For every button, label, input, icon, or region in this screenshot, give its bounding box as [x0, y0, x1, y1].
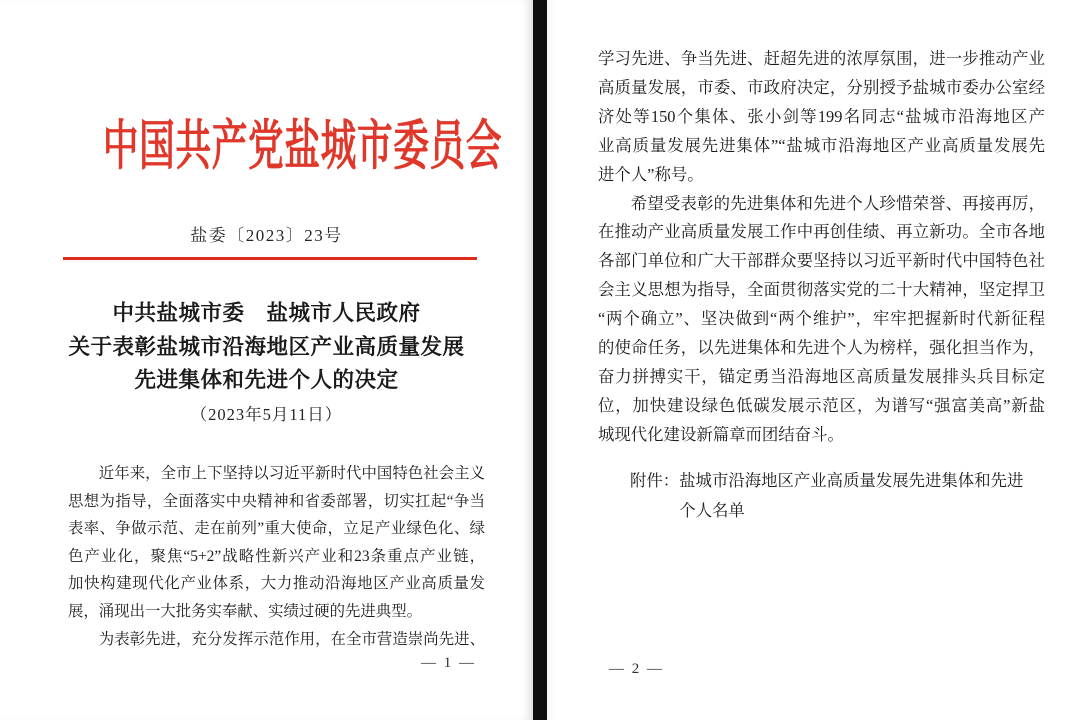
issuing-org-header-text: 中国共产党盐城市委员会 — [102, 116, 503, 176]
text-line: 为表彰先进，充分发挥示范作用，在全市营造崇尚先进、 — [98, 630, 485, 648]
attachment-line: 附件：盐城市沿海地区产业高质量发展先进集体和先进 — [630, 471, 1024, 490]
text-line: 的使命任务，以先进集体和先进个人为榜样，强化担当作为， — [598, 338, 1045, 358]
attachment-reference — [630, 466, 1040, 526]
scanned-page-2 — [547, 0, 1080, 720]
paragraph — [68, 626, 485, 654]
text-line: 济处等150个集体、张小剑等199名同志“盐城市沿海地区产 — [598, 106, 1045, 126]
text-line: 表率、争做示范、走在前列”重大使命，立足产业绿色化、绿 — [68, 520, 485, 538]
document-title-line: 中共盐城市委 盐城市人民政府 — [112, 301, 421, 325]
red-rule-divider — [63, 257, 477, 260]
paragraph — [598, 45, 1045, 190]
text-line: 在推动产业高质量发展工作中再创佳绩、再立新功。全市各地 — [598, 222, 1045, 242]
text-line: 会主义思想为指导，全面贯彻落实党的二十大精神，坚定捍卫 — [598, 280, 1045, 300]
page-1-body-text — [68, 460, 485, 653]
text-line: 色产业化，聚焦“5+2”战略性新兴产业和23条重点产业链， — [68, 547, 485, 565]
text-line: 各部门单位和广大干部群众要坚持以习近平新时代中国特色社 — [598, 251, 1045, 271]
document-title-line: 关于表彰盐城市沿海地区产业高质量发展 — [68, 334, 465, 359]
document-date: （2023年5月11日） — [190, 405, 343, 424]
page-number-1: — 1 — — [421, 655, 476, 671]
page-gutter — [533, 0, 547, 720]
issuing-org-header — [0, 116, 533, 176]
scanned-page-1 — [0, 0, 533, 720]
text-line: 进个人”称号。 — [598, 164, 704, 184]
text-line: 学习先进、争当先进、赶超先进的浓厚氛围，进一步推动产业 — [598, 49, 1045, 68]
text-line: 加快构建现代化产业体系，大力推动沿海地区产业高质量发 — [68, 575, 485, 593]
page-2-body-text — [598, 45, 1045, 450]
text-line: 高质量发展，市委、市政府决定，分别授予盐城市委办公室经 — [598, 77, 1045, 97]
text-line: 展，涌现出一大批务实奉献、实绩过硬的先进典型。 — [68, 602, 422, 620]
text-line: 位，加快建设绿色低碳发展示范区，为谱写“强富美高”新盐 — [598, 395, 1045, 415]
text-line: 城现代化建设新篇章而团结奋斗。 — [598, 424, 844, 444]
paragraph — [68, 460, 485, 626]
document-title — [0, 297, 533, 398]
text-line: “两个确立”、坚决做到“两个维护”，牢牢把握新时代新征程 — [598, 309, 1045, 329]
text-line: 思想为指导，全面落实中央精神和省委部署，切实扛起“争当 — [68, 492, 485, 510]
text-line: 希望受表彰的先进集体和先进个人珍惜荣誉、再接再厉， — [630, 193, 1045, 213]
paragraph — [598, 190, 1045, 450]
attachment-line: 个人名单 — [679, 501, 745, 520]
text-line: 奋力拼搏实干，锚定勇当沿海地区高质量发展排头兵目标定 — [598, 366, 1045, 386]
page-number-2: — 2 — — [609, 661, 664, 677]
document-title-line: 先进集体和先进个人的决定 — [134, 368, 399, 392]
text-line: 业高质量发展先进集体”“盐城市沿海地区产业高质量发展先 — [598, 135, 1045, 155]
text-line: 近年来，全市上下坚持以习近平新时代中国特色社会主义 — [98, 465, 485, 482]
document-number: 盐委〔2023〕23号 — [190, 226, 343, 245]
